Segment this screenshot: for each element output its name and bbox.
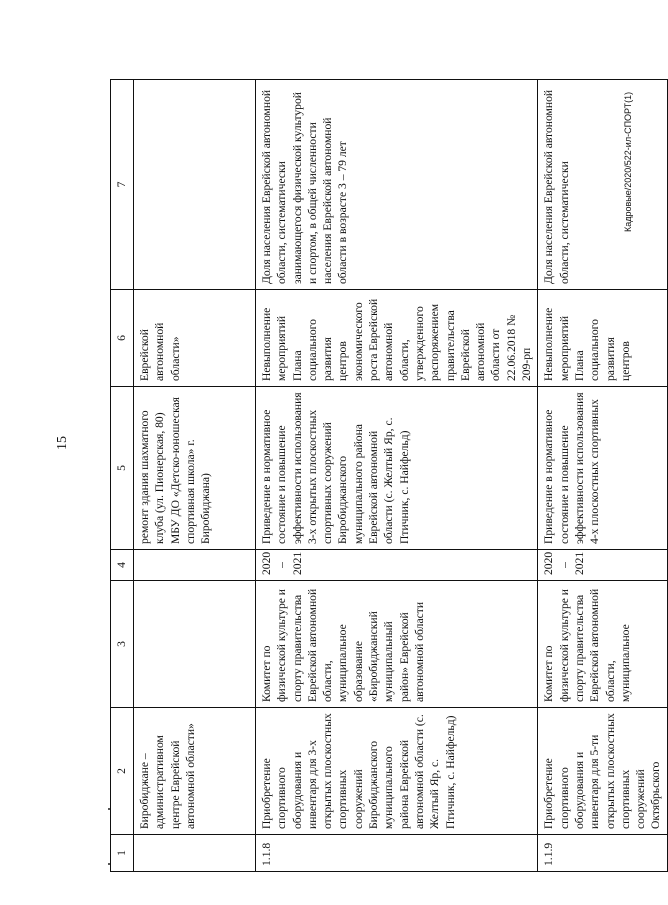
responsible-executor: Комитет по физической культуре и спорту правительства Еврейской автономной области, муниципальное образование «Биробиджанский муниципальный район» Еврейской автономной области [256,581,538,708]
non-implementation-consequence: Невыполнение мероприятий Плана социального развития центров [538,290,667,387]
expected-result: Приведение в нормативное состояние и повышение эффективности использования 3-х открытых плоскостных спортивных сооружений Биробиджанского муниципального района Еврейской автономной области (с. Желтый Яр, с. Птичник, с. Найфельд) [256,387,538,550]
page-number: 15 [55,436,70,450]
expected-result: Приведение в нормативное состояние и повышение эффективности использования 4-х плоскостных спортивных [538,387,667,550]
row-number [134,835,256,872]
column-header: 6 [111,290,134,387]
table-header-row [111,80,134,872]
non-implementation-consequence: Еврейской автономной области» [134,290,256,387]
column-header: 1 [111,835,134,872]
row-number: 1.1.8 [256,835,538,872]
responsible-executor [134,581,256,708]
measure-name: Приобретение спортивного оборудования и инвентаря для 5-ти открытых плоскостных спортивных сооружений Октябрьского [538,708,667,835]
column-header: 4 [111,550,134,581]
expected-result: ремонт здания шахматного клуба (ул. Пионерская, 80) МБУ ДО «Детско-юношеская спортивная школа» г. Биробиджана) [134,387,256,550]
table-row [134,80,256,872]
target-indicator: Доля населения Еврейской автономной области, систематически [538,80,667,290]
implementation-period: 2020 – 2021 [538,550,667,581]
implementation-period: 2020 – 2021 [256,550,538,581]
measures-table [110,79,668,872]
document-code: Кадровые/2020/522-ил-СПОРТ(1) [623,91,633,232]
column-header: 2 [111,708,134,835]
row-number: 1.1.9 [538,835,667,872]
target-indicator: Доля населения Еврейской автономной области, систематически занимающегося физической культурой и спортом, в общей численности населения Еврейской автономной области в возрасте 3 – 79 лет [256,80,538,290]
measure-name: Биробиджане – административном центре Еврейской автономной области» [134,708,256,835]
column-header: 3 [111,581,134,708]
table-row [538,80,667,872]
column-header: 5 [111,387,134,550]
target-indicator [134,80,256,290]
non-implementation-consequence: Невыполнение мероприятий Плана социального развития центров экономического роста Еврейской автономной области, утвержденного распоряжением правительства Еврейской автономной области от 22.06.2018 № 209-рп [256,290,538,387]
column-header: 7 [111,80,134,290]
measure-name: Приобретение спортивного оборудования и инвентаря для 3-х открытых плоскостных спортивных сооружений Биробиджанского муниципального района Еврейской автономной области (с. Желтый Яр, с. Птичник, с. Найфельд) [256,708,538,835]
responsible-executor: Комитет по физической культуре и спорту правительства Еврейской автономной области, муниципальное [538,581,667,708]
implementation-period [134,550,256,581]
table-row [256,80,538,872]
